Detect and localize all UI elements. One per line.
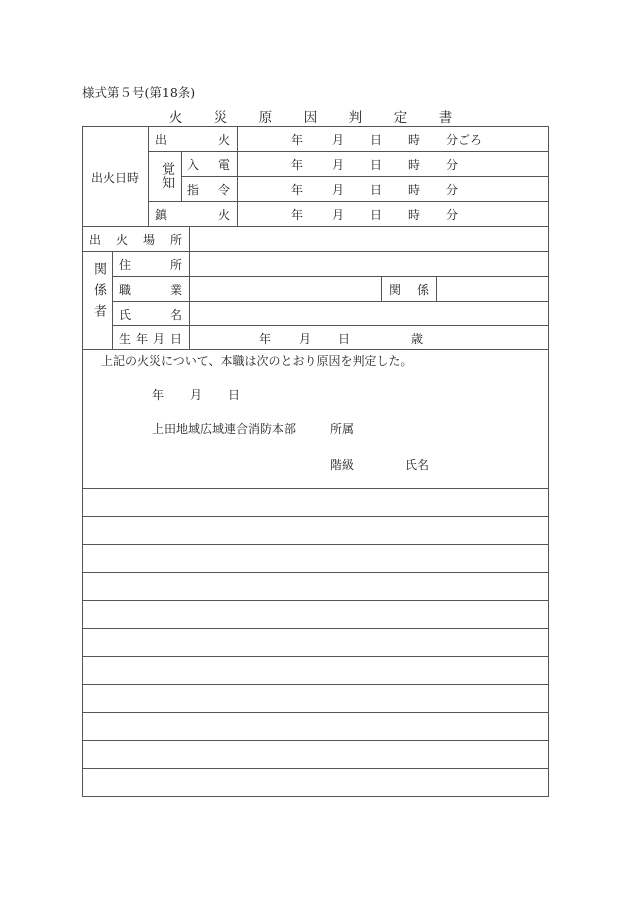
minute-unit: 分 (446, 208, 459, 222)
row-divider (148, 201, 549, 202)
year-unit: 年 (291, 158, 304, 172)
ruled-line (82, 488, 549, 489)
ruled-line (82, 600, 549, 601)
form-number: 様式第５号(第18条) (82, 85, 196, 100)
row-divider (82, 251, 549, 252)
row-divider (82, 226, 549, 227)
ruled-line (82, 768, 549, 769)
statement-year: 年 (152, 388, 165, 402)
column-divider (189, 226, 190, 349)
related-person-label: 関係者 (91, 262, 106, 325)
birth-year-unit: 年 (259, 332, 272, 346)
ruled-line (82, 516, 549, 517)
birth-day-unit: 日 (338, 332, 351, 346)
year-unit: 年 (291, 208, 304, 222)
birth-month-unit: 月 (299, 332, 312, 346)
day-unit: 日 (370, 183, 383, 197)
dispatch-order-label: 指 令 (187, 183, 230, 197)
ruled-line (82, 712, 549, 713)
birth-date-label: 生 年 月 日 (119, 332, 182, 346)
name-label: 氏 名 (119, 308, 182, 322)
age-unit: 歳 (411, 332, 424, 346)
row-divider (148, 151, 549, 152)
column-divider (381, 276, 382, 301)
day-unit: 日 (370, 208, 383, 222)
incoming-call-label: 入 電 (187, 158, 230, 172)
hour-unit: 時 (408, 133, 421, 147)
affiliation-label: 所属 (330, 422, 355, 436)
column-divider (148, 126, 149, 226)
ruled-line (82, 684, 549, 685)
row-divider (112, 276, 549, 277)
statement-text: 上記の火災について、本職は次のとおり原因を判定した。 (101, 354, 413, 368)
ruled-line (82, 572, 549, 573)
hour-unit: 時 (408, 208, 421, 222)
ruled-line (82, 656, 549, 657)
hour-unit: 時 (408, 158, 421, 172)
row-divider (112, 325, 549, 326)
outbreak-label: 出 火 (155, 133, 230, 147)
ruled-line (82, 544, 549, 545)
rank-label: 階級 (330, 458, 355, 472)
occupation-label: 職 業 (119, 283, 182, 297)
month-unit: 月 (332, 133, 345, 147)
address-label: 住 所 (119, 258, 182, 272)
ruled-line (82, 628, 549, 629)
detection-label: 覚知 (159, 162, 174, 190)
fire-datetime-label: 出火日時 (90, 171, 139, 185)
year-unit: 年 (291, 183, 304, 197)
statement-month: 月 (190, 388, 203, 402)
column-divider (181, 151, 182, 201)
month-unit: 月 (332, 208, 345, 222)
document-title: 火 災 原 因 判 定 書 (168, 110, 462, 126)
day-unit: 日 (370, 158, 383, 172)
month-unit: 月 (332, 158, 345, 172)
minute-unit: 分 (446, 158, 459, 172)
column-divider (237, 126, 238, 226)
statement-day: 日 (228, 388, 241, 402)
relation-label: 関 係 (389, 283, 429, 297)
row-divider (112, 301, 549, 302)
column-divider (112, 251, 113, 349)
extinguished-label: 鎮 火 (155, 208, 230, 222)
month-unit: 月 (332, 183, 345, 197)
row-divider (82, 349, 549, 350)
organization-name: 上田地域広域連合消防本部 (152, 422, 297, 436)
signer-name-label: 氏名 (405, 458, 430, 472)
day-unit: 日 (370, 133, 383, 147)
hour-unit: 時 (408, 183, 421, 197)
minute-unit: 分 (446, 183, 459, 197)
fire-location-label: 出 火 場 所 (89, 233, 182, 247)
column-divider (436, 276, 437, 301)
minute-approx-unit: 分ごろ (446, 133, 483, 147)
ruled-line (82, 740, 549, 741)
year-unit: 年 (291, 133, 304, 147)
